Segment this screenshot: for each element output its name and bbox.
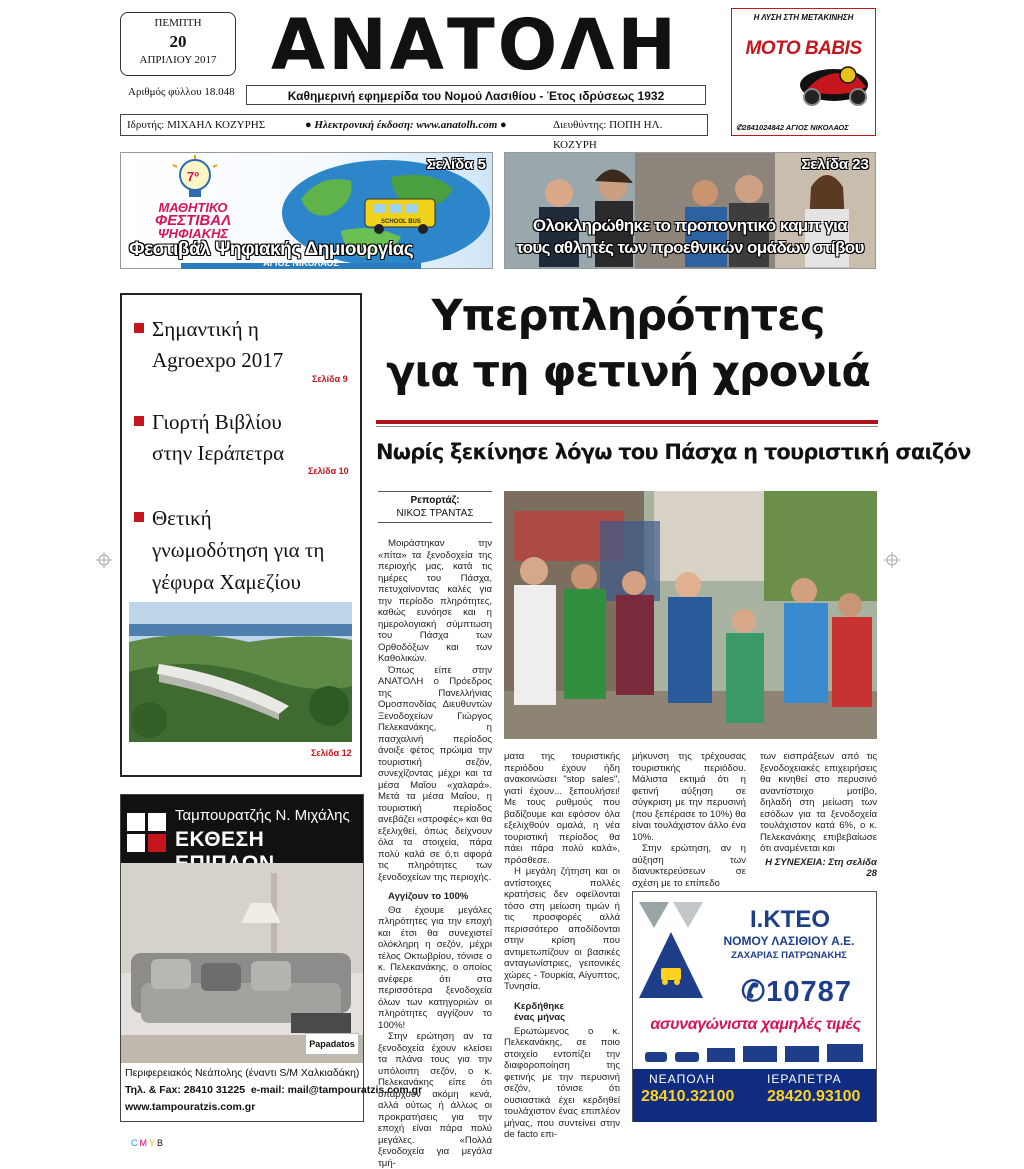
col1-paragraph-4: Στην ερώτηση αν τα ξενοδοχεία έχουν κλείσει τα πλάνα τους για την υπόλοιπη σεζόν, ο κ. Πελεκανάκης είπε ότι υπάρχουν ακόμη κενά, αλλά ούτως ή άλλως οι προκρατήσεις για την εποχή είναι πάρα πολύ μεγάλες. «Πολλά ξενοδοχεία για μεγάλα τμή- <box>378 1031 492 1169</box>
furniture-ad[interactable] <box>120 794 423 1122</box>
moto-babis-ad[interactable] <box>731 8 876 136</box>
bridge-photo <box>129 602 352 742</box>
moto-ad-slogan: Η ΛΥΣΗ ΣΤΗ ΜΕΤΑΚΙΝΗΣΗ <box>753 13 854 22</box>
newspaper-title: ΑΝΑΤΟΛΗ <box>271 4 679 86</box>
continued-on-page[interactable]: Η ΣΥΝΕΧΕΙΑ: Στη σελίδα 28 <box>765 856 877 879</box>
teaser-book-page: Σελίδα 10 <box>308 466 349 476</box>
teaser-bridge-line3: γέφυρα Χαμεζίου <box>152 570 301 594</box>
teaser-book-line2: στην Ιεράπετρα <box>152 441 285 465</box>
school-bus-text: SCHOOL BUS <box>381 219 421 225</box>
furniture-ad-email[interactable]: e-mail: mail@tampouratzis.com.gr <box>250 1084 423 1096</box>
kteo-phone[interactable]: ✆10787 <box>741 976 852 1008</box>
teaser-book-line1: Γιορτή Βιβλίου <box>152 410 282 434</box>
kteo-subtitle: ΝΟΜΟΥ ΛΑΣΙΘΙΟΥ Α.Ε. <box>723 934 855 948</box>
kteo-city-2: ΙΕΡΑΠΕΤΡΑ <box>767 1072 842 1086</box>
vehicles-row-icon <box>645 1044 865 1066</box>
issue-number: Αριθμός φύλλου 18.048 <box>128 86 235 98</box>
teaser-agroexpo-page: Σελίδα 9 <box>312 374 348 384</box>
kteo-slogan: ασυναγώνιστα χαμηλές τιμές <box>650 1016 861 1033</box>
cmyb-c: C <box>131 1138 140 1148</box>
director-text: Διευθύντης: ΠΟΠΗ ΗΛ. ΚΟΖΥΡΗ <box>553 119 663 151</box>
kteo-ad[interactable] <box>632 891 877 1122</box>
lead-headline-line1: Υπερπληρότητες <box>431 291 825 341</box>
col2-section-heading-2: ένας μήνας <box>514 1012 566 1023</box>
furniture-ad-web[interactable]: www.tampouratzis.com.gr <box>125 1101 256 1113</box>
furniture-ad-contact <box>125 1065 422 1116</box>
athletics-caption <box>505 215 875 259</box>
kteo-footer <box>633 1069 876 1122</box>
date-month-year: ΑΠΡΙΛΙΟΥ 2017 <box>139 54 217 66</box>
furniture-ad-headline: ΕΚΘΕΣΗ <box>175 828 265 851</box>
teaser-bridge[interactable] <box>134 502 356 598</box>
teaser-agroexpo[interactable] <box>134 314 356 376</box>
teaser-agroexpo-line1: Σημαντική η <box>152 317 259 341</box>
lead-headline-line2: για τη φετινή χρονιά <box>386 347 870 397</box>
registration-mark-icon <box>884 552 900 568</box>
festival-logo-line1: ΜΑΘΗΤΙΚΟ <box>158 200 228 215</box>
teaser-agroexpo-line2: Agroexpo 2017 <box>152 348 284 372</box>
byline-label: Ρεπορτάζ: <box>410 495 460 506</box>
lead-subheadline: Νωρίς ξεκίνησε λόγω του Πάσχα η τουριστική σαιζόν <box>376 440 971 464</box>
teaser-book-festival[interactable] <box>134 407 356 469</box>
kteo-title: Ι.ΚΤΕΟ <box>749 906 830 933</box>
bullet-icon <box>134 323 144 333</box>
byline <box>378 491 492 523</box>
festival-page-ref: Σελίδα 5 <box>426 156 486 173</box>
kteo-owner: ΖΑΧΑΡΙΑΣ ΠΑΤΡΩΝΑΚΗΣ <box>731 950 847 961</box>
cmyb-m: M <box>139 1138 149 1148</box>
furniture-brand-tag: Papadatos <box>305 1033 359 1055</box>
col2-paragraph-2: Η μεγάλη ζήτηση και οι αντίστοιχες πολλές κρατήσεις δεν οφείλονται τόσο στη μείωση τιμών ή τις προσφορές αλλά περισσότερο αποδίδονται στην κρίση που αντιμετωπίζουν οι βασικές ανταγωνίστριες, γειτονικές χώρες - Τουρκία, Αίγυπτος, Τυνησία. <box>504 866 620 992</box>
newspaper-tagline: Καθημερινή εφημερίδα του Νομού Λασιθίου - Έτος ιδρύσεως 1932 <box>246 85 706 105</box>
web-edition-link[interactable]: ● Ηλεκτρονική έκδοση: www.anatolh.com ● <box>305 119 507 131</box>
date-box <box>120 12 236 76</box>
col1-paragraph-1: Μοιράστηκαν την «πίτα» τα ξενοδοχεία της περιοχής μας, κατά τις ημέρες του Πάσχα, πετυχαίνοντας καλές για την περίοδο πληρότητες, καθώς ευνόησε και η ημερολογιακή σύμπτωση του Πάσχα των Ορθοδόξων και των Καθολικών. <box>378 538 492 664</box>
athletics-caption-line2: τους αθλητές των προεθνικών ομάδων στίβου <box>516 238 864 257</box>
festival-logo-line3: ΨΗΦΙΑΚΗΣ <box>157 226 229 241</box>
festival-logo-text <box>133 201 253 240</box>
founder-text: Ιδρυτής: ΜΙΧΑΗΛ ΚΟΖΥΡΗΣ <box>127 119 266 131</box>
date-day: 20 <box>169 32 187 51</box>
kteo-phone-1[interactable]: 28410.32100 <box>641 1088 735 1105</box>
teaser-bridge-line2: γνωμοδότηση για τη <box>152 538 325 562</box>
kteo-city-1: ΝΕΑΠΟΛΗ <box>649 1072 716 1086</box>
byline-name: ΝΙΚΟΣ ΤΡΑΝΤΑΣ <box>396 508 474 519</box>
festival-footer-strip: ΑΓΙΟΣ ΝΙΚΟΛΑΟΣ <box>181 263 421 269</box>
article-column-3 <box>632 751 746 889</box>
athletics-camp-banner[interactable] <box>504 152 876 269</box>
festival-caption: Φεστιβάλ Ψηφιακής Δημιουργίας <box>129 239 414 260</box>
moto-ad-contact: ✆2841024842 ΑΓΙΟΣ ΝΙΚΟΛΑΟΣ <box>736 123 849 132</box>
col1-paragraph-2: Όπως είπε στην ΑΝΑΤΟΛΗ ο Πρόεδρος της Πανελλήνιας Ομοσπονδίας Διευθυντών Ξενοδοχείων Γιώργος Πελεκανάκης, η πασχαλινή περίοδος άνοιξε φέτος πρώιμα την τουριστική σεζόν, συνεχίζοντας μέχρι και τα μέσα Μαΐου «χαλαρά». Μετά τα μέσα Μαΐου, η τουριστική περίοδος ανεβάζει «στροφές» και θα εξελιχθεί, όπως δείχνουν όλα τα στοιχεία, πάρα πολύ καλά σε ό,τι αφορά τις πληρότητες των ξενοδοχείων της περιοχής. <box>378 664 492 883</box>
bullet-icon <box>134 512 144 522</box>
athletics-caption-line1: Ολοκληρώθηκε το προπονητικό καμπ για <box>532 216 848 235</box>
cmyb-print-marks <box>131 1138 165 1148</box>
festival-edition-text: 7º <box>187 169 199 184</box>
festival-logo-line2: ΦΕΣΤΙΒΑΛ <box>154 212 232 229</box>
headline-divider <box>376 420 878 424</box>
cmyb-y: Y <box>149 1138 158 1148</box>
col1-section-heading: Αγγίζουν το 100% <box>388 891 469 902</box>
registration-mark-icon <box>96 552 112 568</box>
headline-divider-thin <box>376 426 878 427</box>
athletics-page-ref: Σελίδα 23 <box>801 156 869 173</box>
furniture-ad-name: Ταμπουρατζής Ν. Μιχάλης <box>175 807 350 824</box>
article-column-2 <box>504 751 620 1141</box>
col4-paragraph-1: των εισπράξεων από τις ξενοδοχειακές επιχειρήσεις θα κινηθεί στο περυσινό αναντίστοιχο μοτίβο, δηλαδή στη μείωση των εσόδων για τα ξενοδοχεία τουλάχιστον κατά 6%, ο κ. Πελεκανάκης επιβεβαίωσε ότι αναμένεται και <box>760 751 877 854</box>
kteo-phone-2[interactable]: 28420.93100 <box>767 1088 861 1105</box>
moto-ad-brand: MOTO BABIS <box>745 38 862 59</box>
date-weekday: ΠΕΜΠΤΗ <box>154 17 202 29</box>
tourists-street-photo <box>504 491 877 739</box>
teaser-bridge-page: Σελίδα 12 <box>311 748 352 758</box>
furniture-ad-address: Περιφερειακός Νεάπολης (έναντι S/M Χαλκιαδάκη) <box>125 1067 360 1079</box>
article-column-4 <box>760 751 877 880</box>
col2-paragraph-3: Ερωτώμενος ο κ. Πελεκανάκης, σε ποιο στοιχείο εντοπίζει την διαφοροποίηση της φετινής με την περυσινή σεζόν, τόνισε ότι ουσιαστικά έχει κερδηθεί τουλάχιστον ένας επιπλέον μήνας, που συντείνει στην de facto επι- <box>504 1025 620 1140</box>
lead-headline[interactable] <box>378 288 878 400</box>
col3-paragraph-2: Στην ερώτηση, αν η αύξηση των διανυκτερεύσεων σε σχέση με το επίπεδο <box>632 843 746 889</box>
col2-paragraph-1: ματα της τουριστικής περιόδου έχουν ήδη ανακοινώσει "stop sales", γιατί έχουν... ξεπουλήσει! Με τους ρυθμούς που βαδίζουμε και εφόσον όλα εξελιχθούν ομαλά, η νέα τουριστική περίοδος θα πάει πάρα πολύ καλά», πρόσθεσε. <box>504 751 620 866</box>
col2-section-heading-1: Κερδήθηκε <box>514 1000 565 1012</box>
motorcycle-rider-icon <box>794 61 872 107</box>
cmyb-b: B <box>157 1138 166 1148</box>
bullet-icon <box>134 416 144 426</box>
squares-logo-icon <box>127 813 167 853</box>
masthead-info-bar <box>120 114 708 151</box>
col3-paragraph-1: μήκυνση της τρέχουσας τουριστικής περιόδου. Μάλιστα εκτιμά ότι η φετινή αύξηση σε σύγκριση με την περυσινή (που ξεπέρασε το 10%) θα είναι τουλάχιστον άλλο ένα 10%. <box>632 751 746 843</box>
col1-paragraph-3: Θα έχουμε μεγάλες πληρότητες για την εποχή και έτσι θα συνεχιστεί ολόκληρη η σεζόν, μέχρι τέλος Οκτωβρίου, τόνισε ο κ. Πελεκανάκης, ο οποίος ανέφερε ότι στα περισσότερα ξενοδοχεία όλων των κατηγοριών οι πληρότητες αγγίζουν το 100%! <box>378 904 492 1031</box>
lightbulb-icon <box>165 155 225 201</box>
festival-banner[interactable] <box>120 152 493 269</box>
furniture-ad-phone: Τηλ. & Fax: 28410 31225 <box>125 1084 246 1096</box>
teaser-bridge-line1: Θετική <box>152 506 212 530</box>
kteo-logo-icon <box>639 902 705 1012</box>
